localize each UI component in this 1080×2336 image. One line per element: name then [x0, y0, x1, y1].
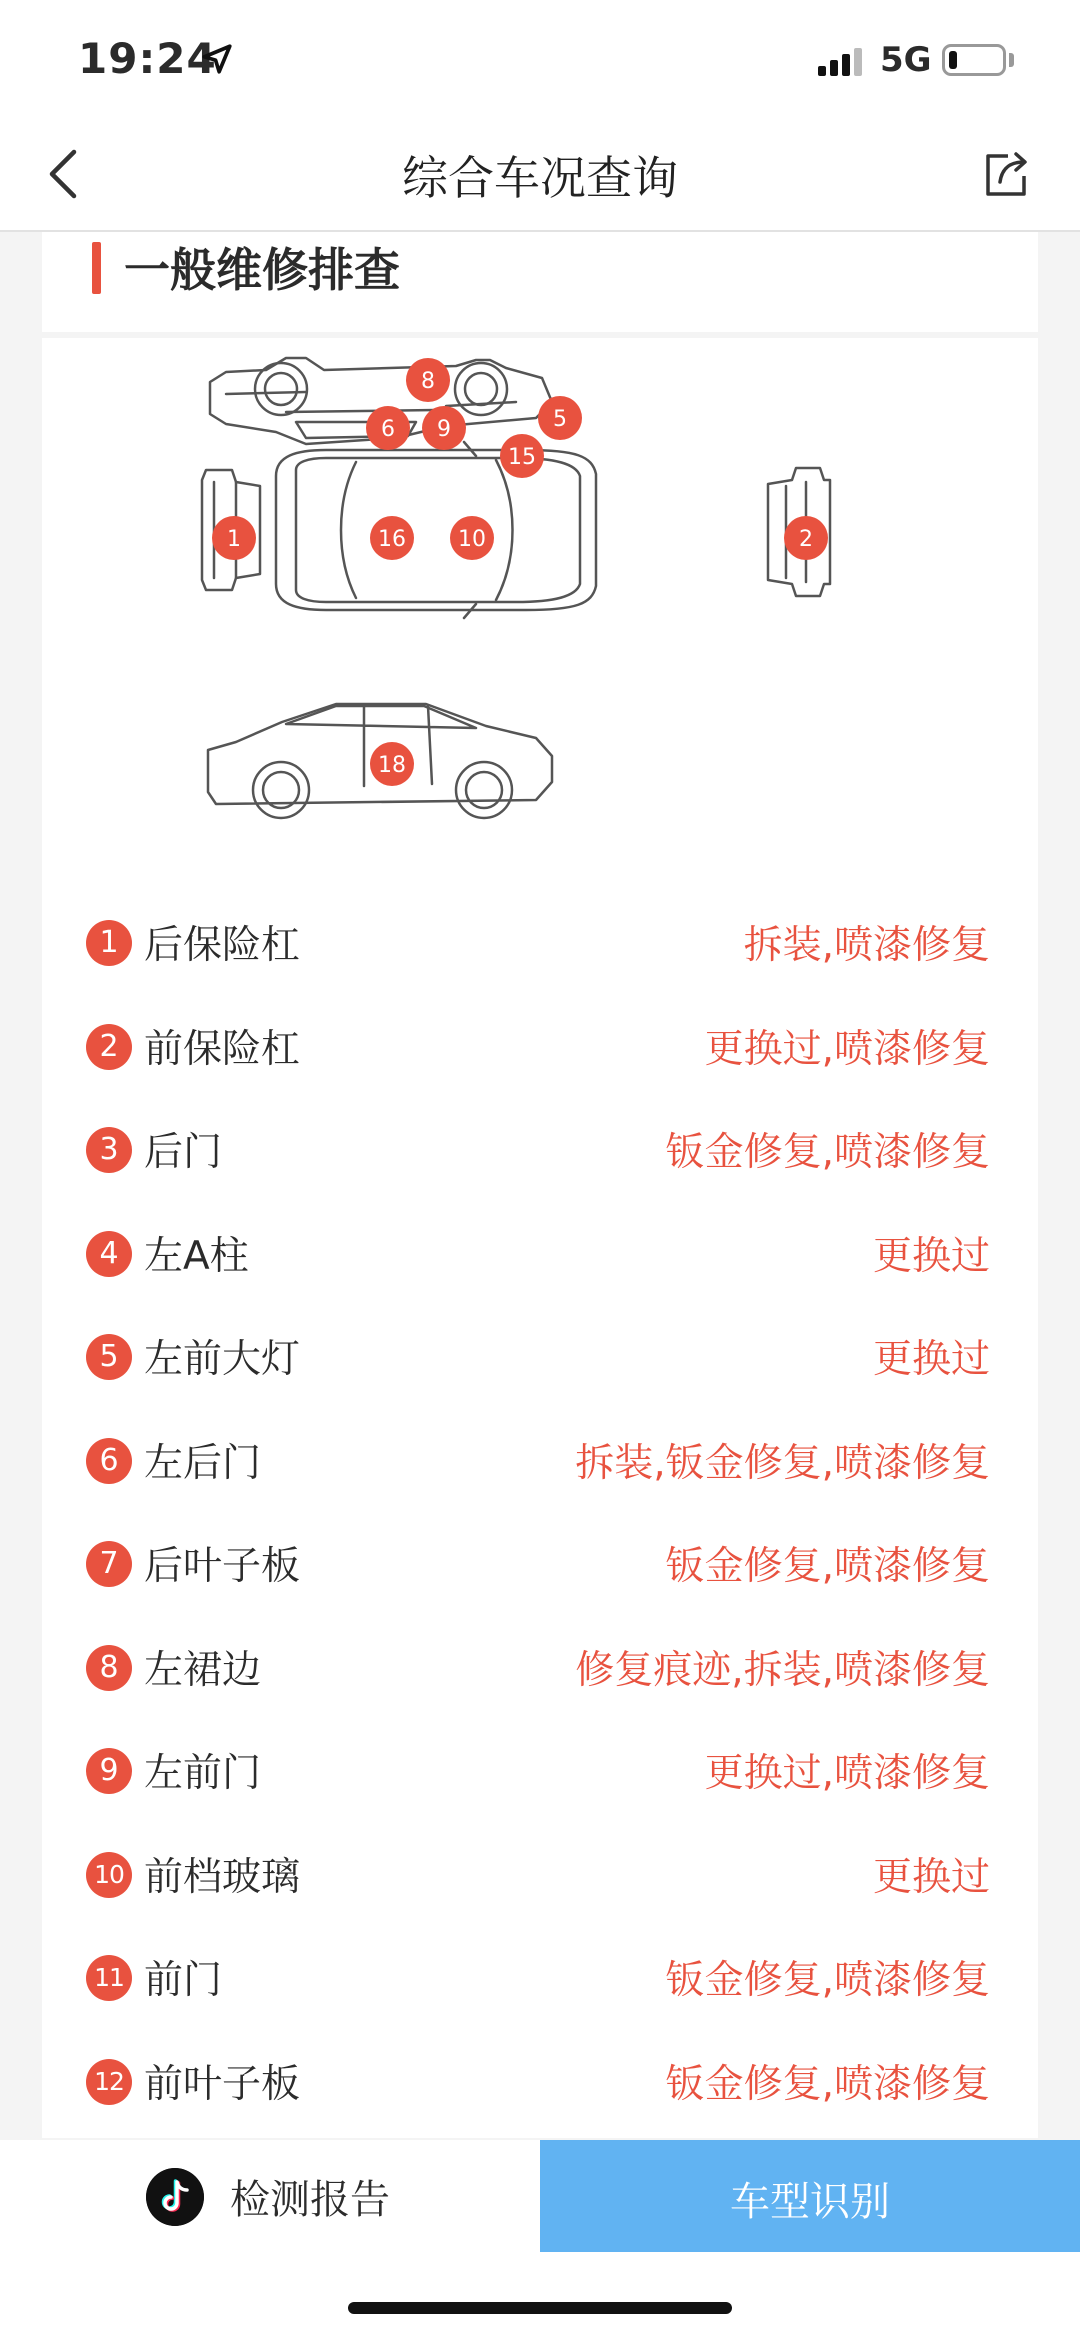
- item-repair-status: 拆装,钣金修复,喷漆修复: [575, 1440, 990, 1486]
- battery-icon: [942, 44, 1006, 76]
- list-item[interactable]: [42, 1718, 1038, 1822]
- list-item[interactable]: [42, 1822, 1038, 1926]
- tiktok-icon[interactable]: [146, 2168, 204, 2226]
- list-item[interactable]: [42, 1408, 1038, 1512]
- item-repair-status: 更换过,喷漆修复: [704, 1026, 990, 1072]
- status-bar: [0, 0, 1080, 120]
- svg-text:1: 1: [227, 527, 241, 552]
- battery-level: [949, 51, 957, 69]
- battery-cap: [1009, 53, 1014, 67]
- list-item[interactable]: [42, 1511, 1038, 1615]
- car-damage-diagram: [196, 352, 876, 842]
- repair-item-list: [42, 890, 1038, 2132]
- item-repair-status: 钣金修复,喷漆修复: [665, 1958, 990, 2003]
- list-item[interactable]: [42, 1304, 1038, 1408]
- svg-text:16: 16: [378, 527, 406, 552]
- report-label[interactable]: 检测报告: [230, 2177, 390, 2223]
- item-part-name: 后叶子板: [144, 1544, 301, 1589]
- nav-bar: [0, 120, 1080, 232]
- item-part-name: 左前门: [144, 1751, 262, 1796]
- marker-5: [538, 396, 582, 440]
- item-part-name: 前档玻璃: [144, 1854, 301, 1900]
- marker-16: [370, 516, 414, 560]
- list-item[interactable]: [42, 1097, 1038, 1201]
- item-repair-status: 钣金修复,喷漆修复: [665, 1130, 990, 1175]
- item-part-name: 前保险杠: [144, 1026, 301, 1072]
- svg-text:15: 15: [508, 445, 536, 470]
- marker-18: [370, 742, 414, 786]
- item-part-name: 后门: [144, 1130, 223, 1175]
- bottom-action-bar: [0, 2140, 1080, 2252]
- item-number-badge: 8: [86, 1645, 132, 1691]
- item-number-badge: 4: [86, 1231, 132, 1277]
- list-item[interactable]: [42, 890, 1038, 994]
- item-number-badge: 9: [86, 1748, 132, 1794]
- item-repair-status: 拆装,喷漆修复: [743, 923, 990, 968]
- item-number-badge: 6: [86, 1438, 132, 1484]
- svg-text:2: 2: [799, 527, 813, 552]
- item-part-name: 后保险杠: [144, 923, 301, 968]
- item-number-badge: 3: [86, 1127, 132, 1173]
- list-item[interactable]: [42, 1201, 1038, 1305]
- item-repair-status: 修复痕迹,拆装,喷漆修复: [575, 1647, 990, 1693]
- item-repair-status: 钣金修复,喷漆修复: [665, 2061, 990, 2107]
- section-title: 一般维修排查: [124, 243, 400, 297]
- marker-6: [366, 406, 410, 450]
- network-label: 5G: [880, 40, 932, 80]
- marker-15: [500, 434, 544, 478]
- marker-1: [212, 516, 256, 560]
- svg-text:10: 10: [458, 527, 486, 552]
- marker-2: [784, 516, 828, 560]
- share-icon[interactable]: [978, 146, 1034, 202]
- item-number-badge: 12: [86, 2059, 132, 2105]
- item-part-name: 左A柱: [144, 1233, 249, 1279]
- item-number-badge: 5: [86, 1334, 132, 1380]
- svg-text:18: 18: [378, 753, 406, 778]
- list-item[interactable]: [42, 994, 1038, 1098]
- page-title: 综合车况查询: [402, 151, 678, 205]
- section-accent-bar: [92, 242, 101, 294]
- list-item[interactable]: [42, 1615, 1038, 1719]
- item-part-name: 前叶子板: [144, 2061, 301, 2107]
- item-number-badge: 10: [86, 1852, 132, 1898]
- item-number-badge: 11: [86, 1955, 132, 2001]
- signal-icon: [818, 46, 868, 76]
- marker-9: [422, 406, 466, 450]
- marker-10: [450, 516, 494, 560]
- status-time: 19:24: [78, 34, 217, 83]
- item-part-name: 左后门: [144, 1440, 262, 1486]
- item-part-name: 左前大灯: [144, 1337, 301, 1382]
- section-header: [42, 232, 1038, 332]
- item-repair-status: 更换过: [872, 1233, 990, 1279]
- svg-text:5: 5: [553, 407, 567, 432]
- item-repair-status: 更换过: [872, 1854, 990, 1900]
- marker-8: [406, 358, 450, 402]
- svg-text:9: 9: [437, 417, 451, 442]
- location-arrow-icon: [200, 42, 234, 76]
- item-part-name: 左裙边: [144, 1647, 262, 1693]
- item-repair-status: 钣金修复,喷漆修复: [665, 1544, 990, 1589]
- item-repair-status: 更换过: [872, 1337, 990, 1382]
- item-number-badge: 2: [86, 1024, 132, 1070]
- car-roof-view: [276, 442, 596, 618]
- item-repair-status: 更换过,喷漆修复: [704, 1751, 990, 1796]
- svg-text:6: 6: [381, 417, 395, 442]
- item-part-name: 前门: [144, 1958, 223, 2003]
- item-number-badge: 7: [86, 1541, 132, 1587]
- svg-text:8: 8: [421, 369, 435, 394]
- list-item[interactable]: [42, 2029, 1038, 2133]
- model-identify-button[interactable]: [540, 2140, 1080, 2252]
- home-indicator: [348, 2302, 732, 2314]
- item-number-badge: 1: [86, 920, 132, 966]
- list-item[interactable]: [42, 1925, 1038, 2029]
- model-identify-label: 车型识别: [730, 2179, 890, 2225]
